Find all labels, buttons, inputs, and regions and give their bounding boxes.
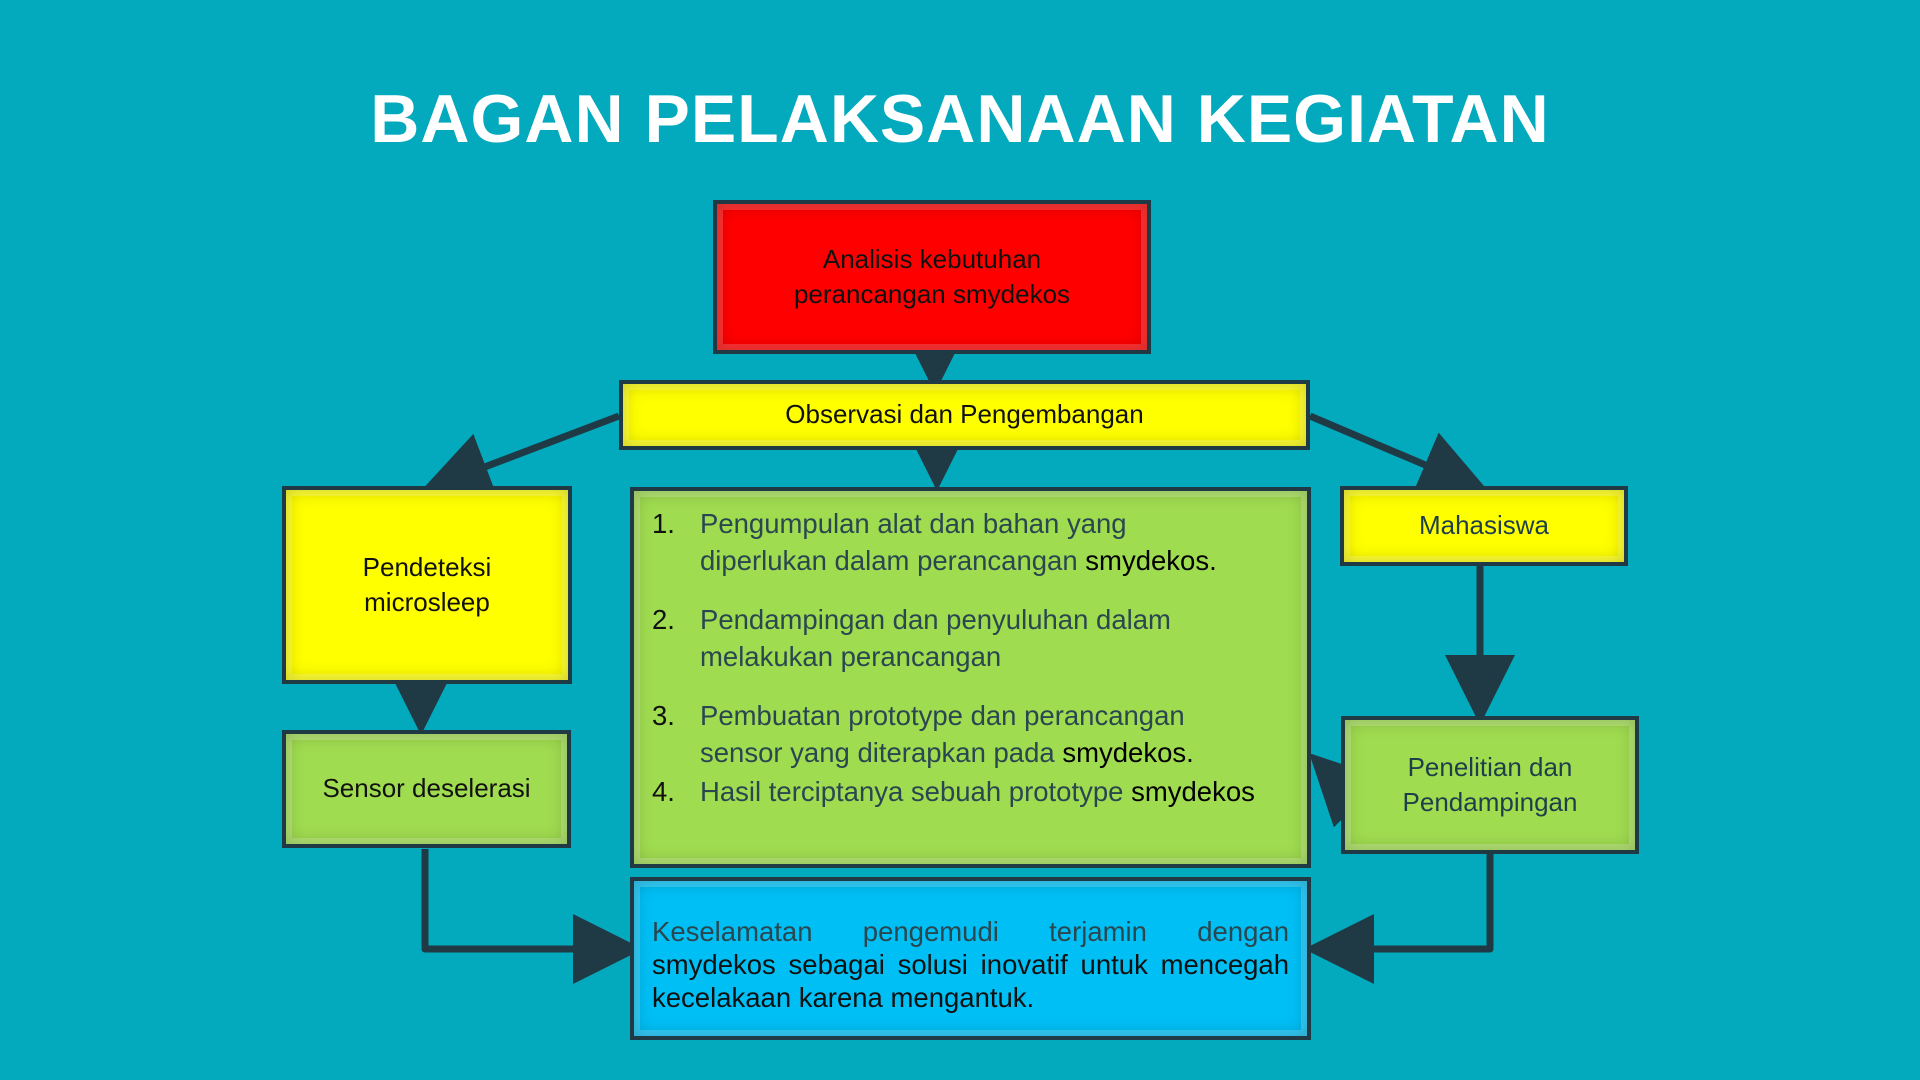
step-number: 4.	[652, 776, 675, 807]
step-item-4	[652, 773, 1287, 810]
sensor-box	[282, 730, 571, 848]
sensor-label: Sensor deselerasi	[322, 773, 531, 804]
steps-list	[630, 487, 1311, 868]
step-text: Hasil terciptanya sebuah prototype	[700, 776, 1132, 807]
step-product-name: smydekos.	[1062, 737, 1194, 768]
step-text: melakukan perancangan	[700, 641, 1002, 672]
step-text: Pengumpulan alat dan bahan yang	[700, 508, 1127, 539]
analysis-line-1: Analisis kebutuhan	[822, 243, 1042, 274]
step-text: Pendampingan dan penyuluhan dalam	[700, 604, 1171, 635]
student-box	[1340, 486, 1628, 566]
step-product-name: smydekos.	[1085, 545, 1217, 576]
arrow-observation-to-student	[1310, 416, 1470, 484]
research-line-2: Pendampingan	[1402, 787, 1578, 817]
step-product-name: smydekos	[1131, 776, 1255, 807]
step-number: 3.	[652, 700, 675, 731]
step-text: diperlukan dalam perancangan	[700, 545, 1086, 576]
step-item-3	[652, 697, 1287, 771]
detector-line-2: microsleep	[364, 587, 490, 617]
research-box	[1341, 716, 1639, 854]
arrow-observation-to-detector	[440, 416, 619, 484]
outcome-text-muted: Keselamatan pengemudi terjamin dengan	[652, 916, 1289, 947]
detector-box	[282, 486, 572, 684]
detector-line-1: Pendeteksi	[362, 551, 492, 582]
page-title: BAGAN PELAKSANAAN KEGIATAN	[370, 81, 1550, 157]
step-text: sensor yang diterapkan pada	[700, 737, 1063, 768]
analysis-box	[713, 200, 1151, 354]
research-line-1: Penelitian dan	[1407, 751, 1573, 782]
observation-label: Observasi dan Pengembangan	[785, 399, 1144, 430]
analysis-line-2: perancangan smydekos	[793, 279, 1071, 309]
outcome-box	[630, 877, 1311, 1040]
step-text: Pembuatan prototype dan perancangan	[700, 700, 1185, 731]
step-item-2	[652, 601, 1287, 675]
observation-box	[619, 380, 1310, 450]
step-number: 2.	[652, 604, 675, 635]
arrow-research-to-steps	[1324, 768, 1341, 785]
arrow-research-to-outcome	[1325, 854, 1490, 949]
step-item-1	[652, 505, 1287, 579]
step-number: 1.	[652, 508, 675, 539]
outcome-text: smydekos sebagai solusi inovatif untuk mencegah kecelakaan karena mengantuk.	[652, 949, 1289, 1013]
arrow-sensor-to-outcome	[425, 849, 622, 949]
student-label: Mahasiswa	[1418, 510, 1550, 541]
